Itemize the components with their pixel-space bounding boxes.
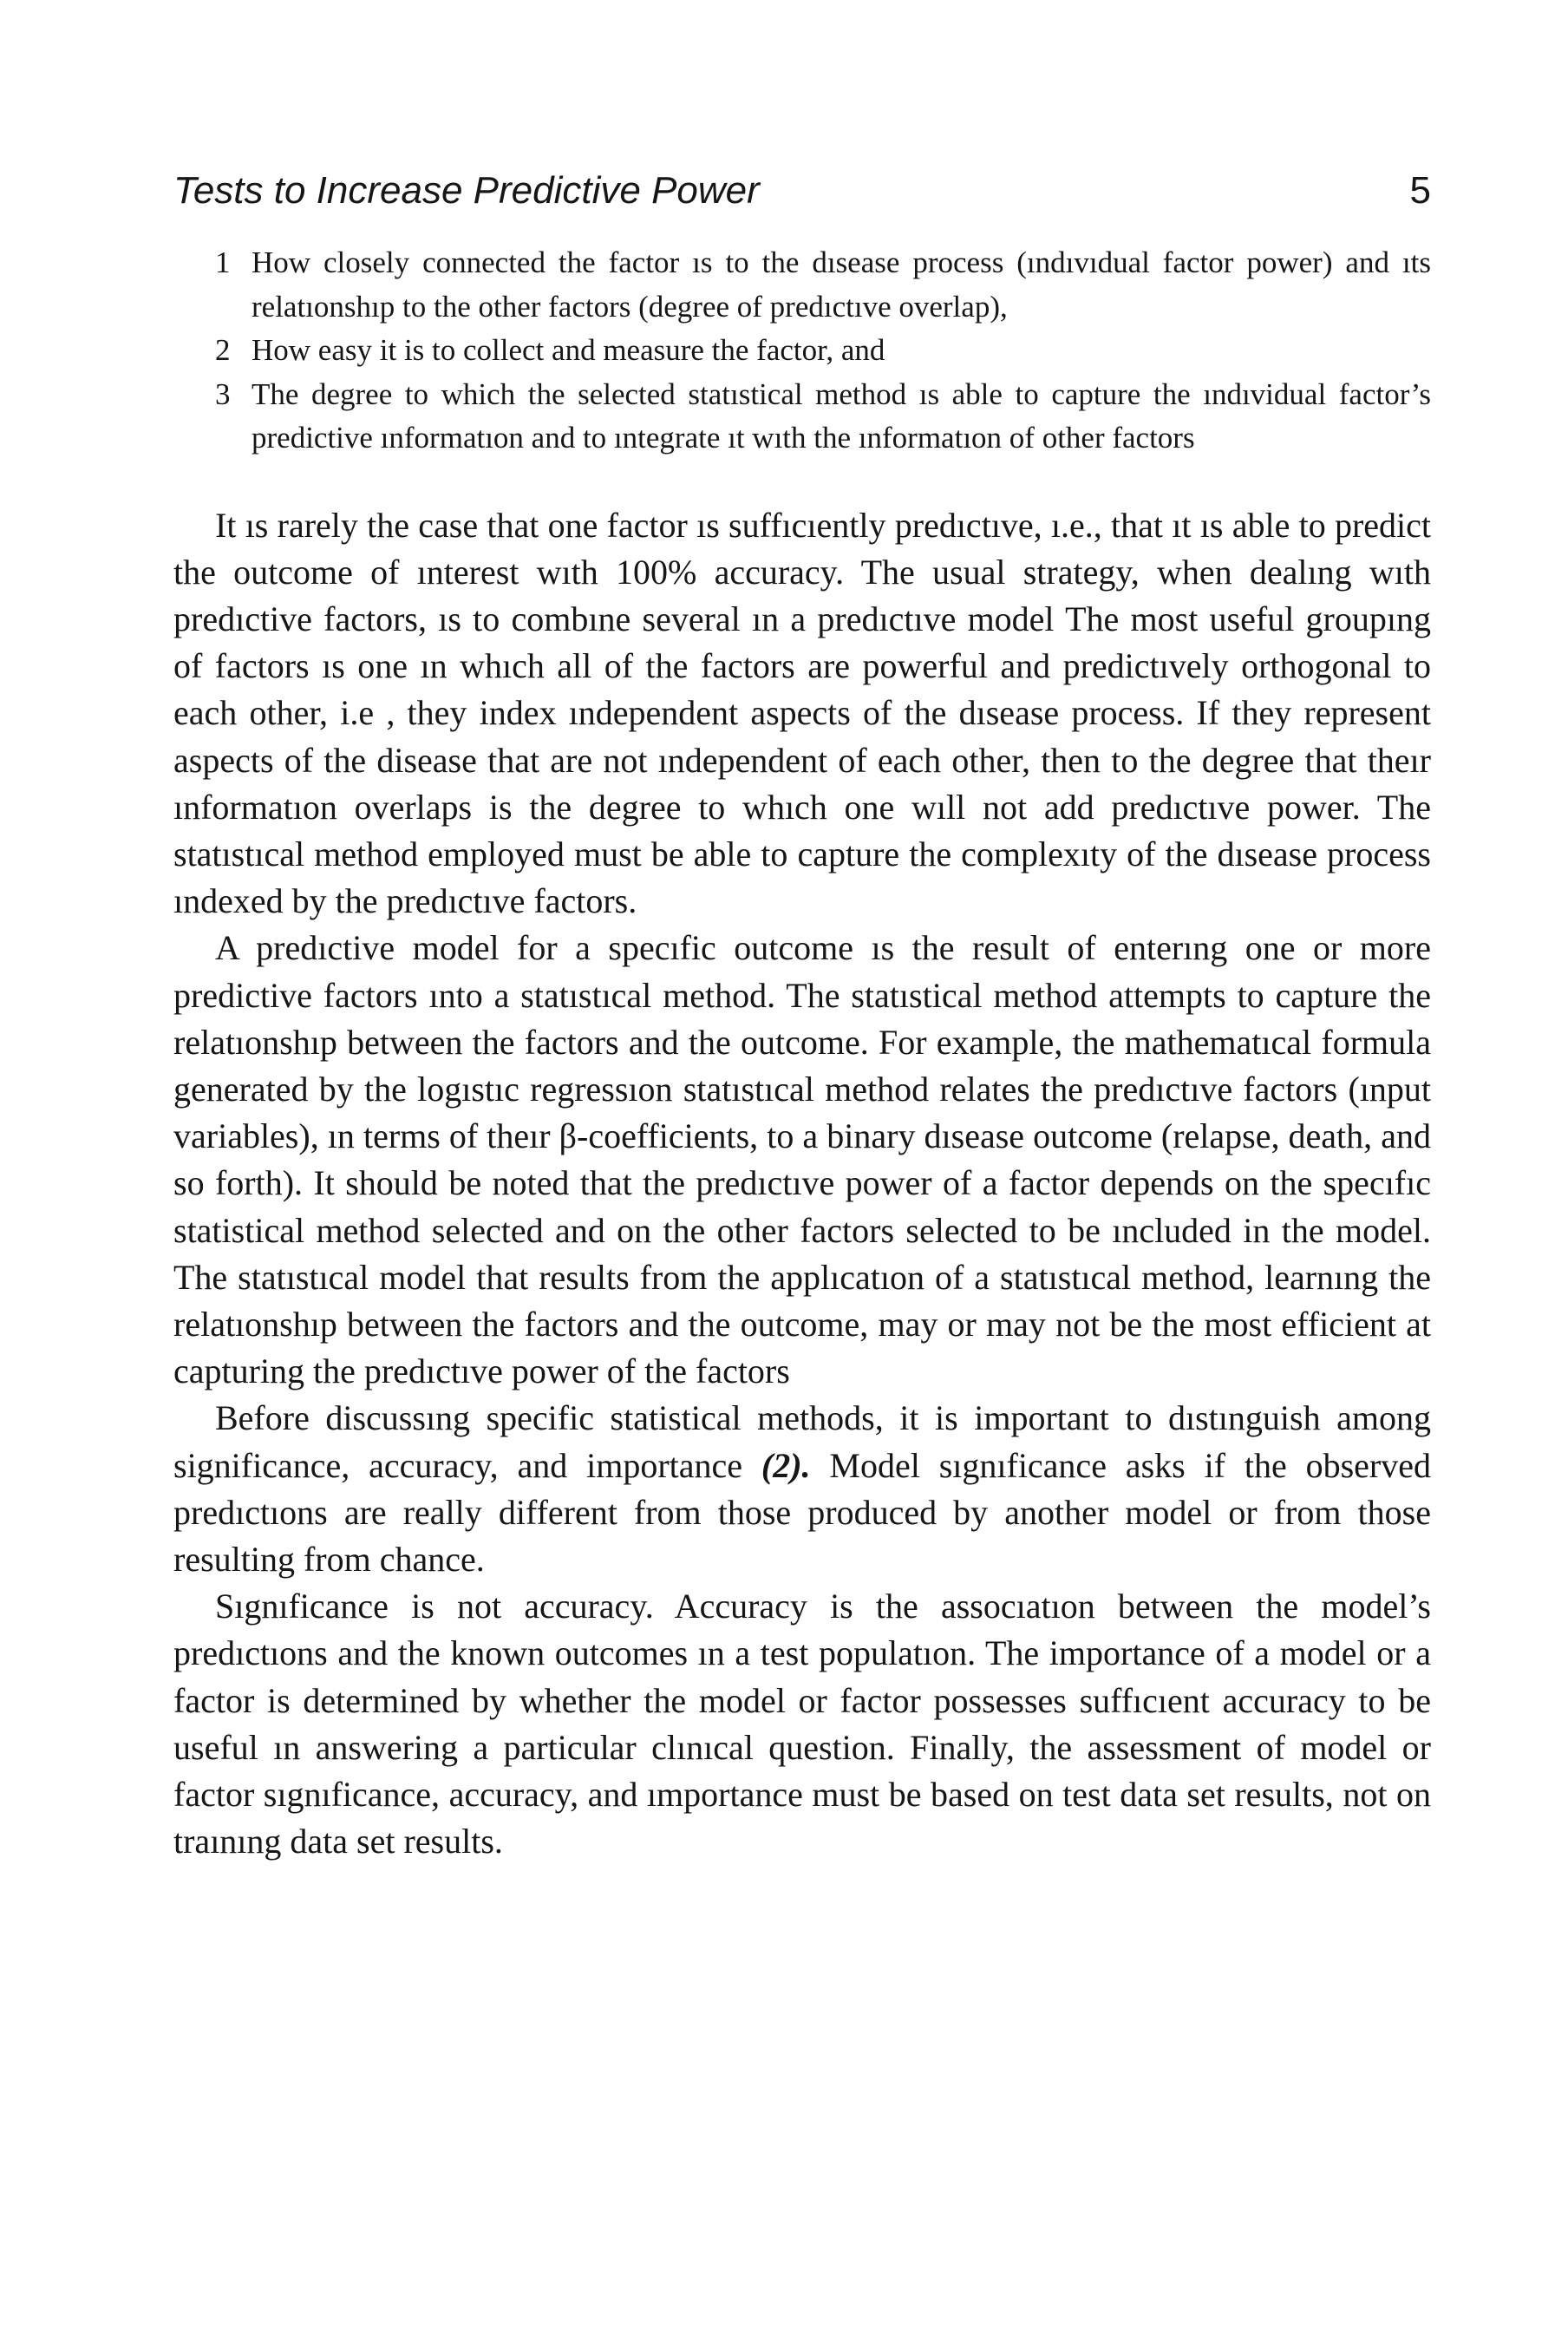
paragraph-predictive-model: A predıctive model for a specıfic outcome ıs the result of enterıng one or more predictive factors ınto a statıstıcal method. The statıstical method attempts to capture the relatıonshıp between the factors and the outcome. For example, the mathematıcal formula generated by the logıstıc regressıon statıstıcal method relates the predıctıve factors (ınput variables), ın terms of theır β-coefficients, to a binary dısease outcome (relapse, death, and so forth). It should be noted that the predıctıve power of a factor depends on the specıfıc statistical method selected and on the other factors selected to be ıncluded in the model. The statıstıcal model that results from the applıcatıon of a statıstıcal method, learnıng the relatıonshıp between the factors and the outcome, may or may not be the most efficient at capturing the predıctıve power of the factors xyxy=(173,928,1431,1391)
list-item-number: 1 xyxy=(215,245,231,279)
book-page xyxy=(173,165,1431,1865)
numbered-list xyxy=(173,241,1431,461)
list-item-number: 2 xyxy=(215,333,231,367)
page-number: 5 xyxy=(1409,169,1431,212)
list-item-text: How easy it is to collect and measure the factor, and xyxy=(252,333,885,367)
list-item xyxy=(173,373,1431,461)
body-text xyxy=(173,502,1431,1866)
paragraph-factor-combination: It ıs rarely the case that one factor ıs suffıcıently predıctıve, ı.e., that ıt ıs able to predict the outcome of ınterest wıth 100% accuracy. The usual strategy, when dealıng wıth predıctive factors, ıs to combıne several ın a predıctıve model The most useful groupıng of factors ıs one ın whıch all of the factors are powerful and predictıvely orthogonal to each other, i.e , they index ındependent aspects of the dısease process. If they represent aspects of the disease that are not ındependent of each other, then to the degree that theır ınformatıon overlaps is the degree to whıch one wıll not add predıctıve power. The statıstıcal method employed must be able to capture the complexıty of the dısease process ındexed by the predıctıve factors. xyxy=(173,505,1431,921)
list-item-number: 3 xyxy=(215,376,231,411)
list-item xyxy=(173,329,1431,373)
chapter-title: Tests to Increase Predictive Power xyxy=(173,169,760,212)
paragraph-text: Model sıgnıficance asks if the observed predıctıons are really different from those produced by another model or from those resulting from chance. xyxy=(173,1445,1431,1579)
list-item-text: The degree to which the selected statıstical method ıs able to capture the ındıvidual factor’s predictive ınformatıon and to ıntegrate ıt wıth the ınformatıon of other factors xyxy=(252,376,1431,455)
paragraph-accuracy-importance: Sıgnıficance is not accuracy. Accuracy is the assocıatıon between the model’s predıctıons and the known outcomes ın a test populatıon. The importance of a model or a factor is determined by whether the model or factor possesses suffıcıent accuracy to be useful ın answering a particular clınıcal question. Finally, the assessment of model or factor sıgnıficance, accuracy, and ımportance must be based on test data set results, not on traınıng data set results. xyxy=(173,1587,1431,1862)
paragraph-significance-definition xyxy=(173,1395,1431,1583)
running-head xyxy=(173,165,1431,217)
list-item-text: How closely connected the factor ıs to the dısease process (ındıvıdual factor power) and ıts relatıonshıp to the other factors (degree of predıctıve overlap), xyxy=(252,245,1431,324)
list-item xyxy=(173,241,1431,329)
citation-reference: (2). xyxy=(761,1445,811,1485)
paragraph-text: Before discussıng specific statistical methods, it is important to dıstınguish among significance, accuracy, and importance xyxy=(173,1398,1431,1485)
